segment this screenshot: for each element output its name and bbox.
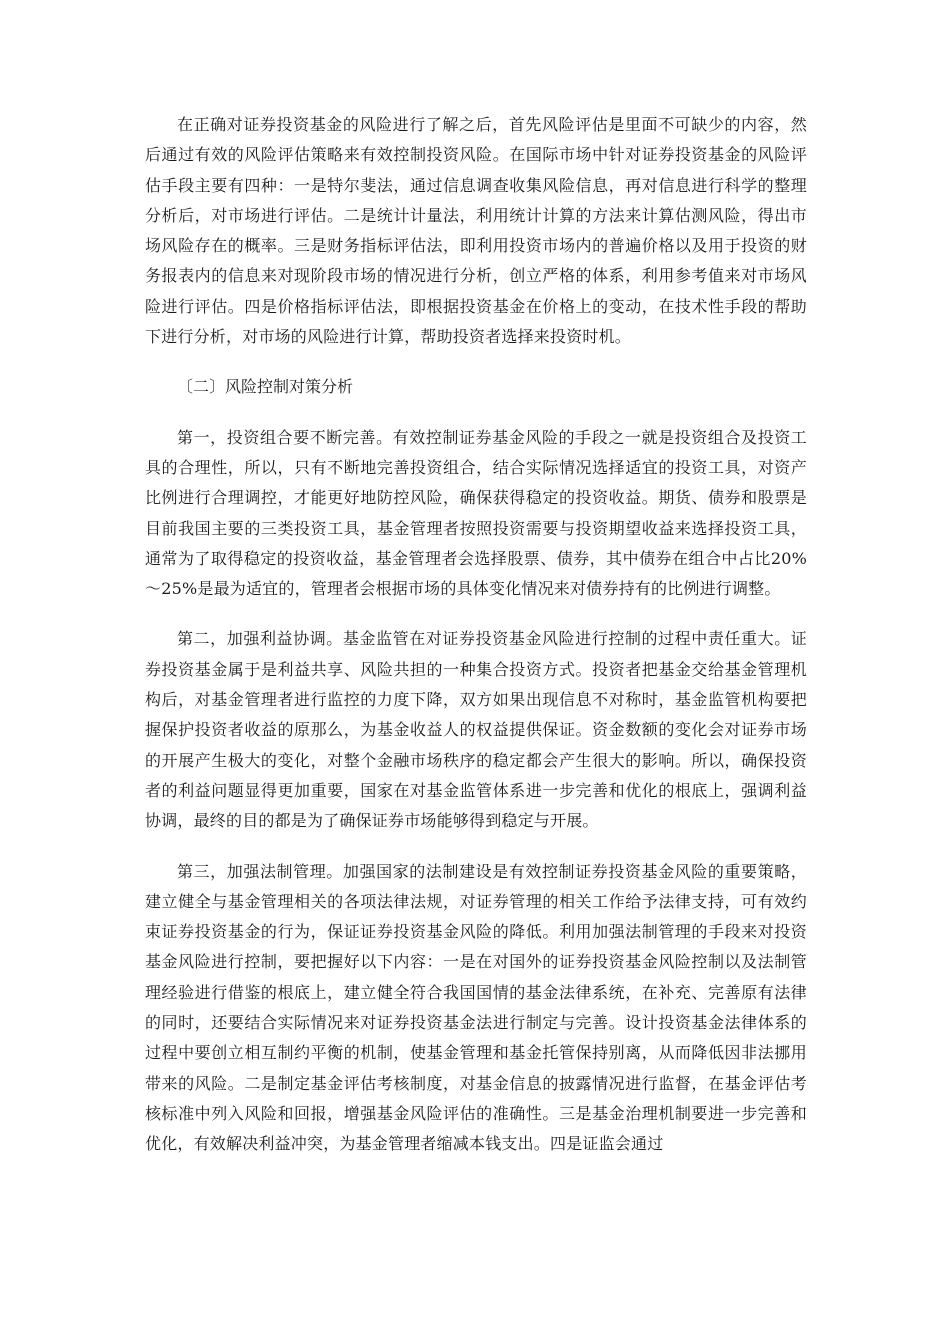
paragraph-legal-management: 第三，加强法制管理。加强国家的法制建设是有效控制证券投资基金风险的重要策略，建立健全与基金管理相关的各项法律法规，对证券管理的相关工作给予法律支持，可有效约束证券投资基金的行为，保证证券投资基金风险的降低。利用加强法制管理的手段来对投资基金风险进行控制，要把握好以下内容：一是在对国外的证券投资基金风险控制以及法制管理经验进行借鉴的根底上，建立健全符合我国国情的基金法律系统，在补充、完善原有法律的同时，还要结合实际情况来对证券投资基金法进行制定与完善。设计投资基金法律体系的过程中要创立相互制约平衡的机制，使基金管理和基金托管保持别离，从而降低因非法挪用带来的风险。二是制定基金评估考核制度，对基金信息的披露情况进行监督，在基金评估考核标准中列入风险和回报，增强基金风险评估的准确性。三是基金治理机制要进一步完善和优化，有效解决利益冲突，为基金管理者缩减本钱支出。四是证监会通过 bbox=[145, 861, 807, 1154]
paragraph-interest-coordination: 第二，加强利益协调。基金监管在对证券投资基金风险进行控制的过程中责任重大。证券投资基金属于是利益共享、风险共担的一种集合投资方式。投资者把基金交给基金管理机构后，对基金管理者进行监控的力度下降，双方如果出现信息不对称时，基金监管机构要把握保护投资者收益的原那么，为基金收益人的权益提供保证。资金数额的变化会对证券市场的开展产生极大的变化，对整个金融市场秩序的稳定都会产生很大的影响。所以，确保投资者的利益问题显得更加重要，国家在对基金监管体系进一步完善和优化的根底上，强调利益协调，最终的目的都是为了确保证券市场能够得到稳定与开展。 bbox=[145, 629, 807, 831]
section-heading-risk-control: 〔二〕风险控制对策分析 bbox=[177, 377, 354, 397]
paragraph-risk-assessment: 在正确对证券投资基金的风险进行了解之后，首先风险评估是里面不可缺少的内容，然后通过有效的风险评估策略来有效控制投资风险。在国际市场中针对证券投资基金的风险评估手段主要有四种：一是特尔斐法，通过信息调查收集风险信息，再对信息进行科学的整理分析后，对市场进行评估。二是统计计量法，利用统计计算的方法来计算估测风险，得出市场风险存在的概率。三是财务指标评估法，即利用投资市场内的普遍价格以及用于投资的财务报表内的信息来对现阶段市场的情况进行分析，创立严格的体系，利用参考值来对市场风险进行评估。四是价格指标评估法，即根据投资基金在价格上的变动，在技术性手段的帮助下进行分析，对市场的风险进行计算，帮助投资者选择来投资时机。 bbox=[145, 115, 807, 347]
paragraph-portfolio: 第一，投资组合要不断完善。有效控制证券基金风险的手段之一就是投资组合及投资工具的合理性，所以，只有不断地完善投资组合，结合实际情况选择适宜的投资工具，对资产比例进行合理调控，才能更好地防控风险，确保获得稳定的投资收益。期货、债券和股票是目前我国主要的三类投资工具，基金管理者按照投资需要与投资期望收益来选择投资工具，通常为了取得稳定的投资收益，基金管理者会选择股票、债券，其中债券在组合中占比20%～25%是最为适宜的，管理者会根据市场的具体变化情况来对债券持有的比例进行调整。 bbox=[145, 427, 807, 599]
document-page bbox=[145, 110, 807, 1160]
